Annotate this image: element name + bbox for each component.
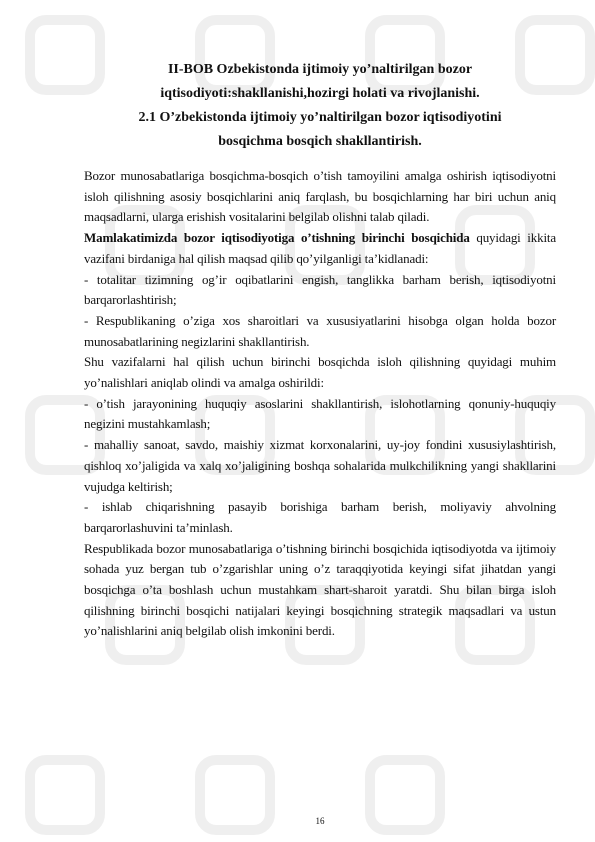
heading-line-1: II-BOB Ozbekistonda ijtimoiy yo’naltirilgan bozor bbox=[167, 62, 473, 77]
body-text bbox=[84, 166, 556, 642]
paragraph-6: - o’tish jarayonining huquqiy asoslarini shakllantirish, islohotlarning qonuniy-huquqiy negizini mustahkamlash; bbox=[84, 395, 556, 432]
paragraph-5: Shu vazifalarni hal qilish uchun birinchi bosqichda isloh qilishning quyidagi muhim yo’nalishlari aniqlab olindi va amalga oshirildi: bbox=[84, 354, 556, 391]
paragraph-7: - mahalliy sanoat, savdo, maishiy xizmat korxonalarini, uy-joy fondini xususiylashtirish, qishloq xo’jaligida va xalq xo’jaligining boshqa sohalarida mulkchilikning yangi shakllarini vujudga keltirish; bbox=[84, 437, 556, 494]
paragraph-2-bold: Mamlakatimizda bozor iqtisodiyotiga o’tishning birinchi bosqichida bbox=[84, 230, 470, 246]
paragraph-8: - ishlab chiqarishning pasayib borishiga barham berish, moliyaviy ahvolning barqarorlashuvini ta’minlash. bbox=[84, 499, 556, 535]
page-number: 16 bbox=[315, 816, 325, 826]
paragraph-1: Bozor munosabatlariga bosqichma-bosqich o’tish tamoyilini amalga oshirish iqtisodiyotni isloh qilishning asosiy bosqichlarini aniq farqlash, bu bosqichlarning har biri uchun aniq maqsadlarni, ularga erishish vositalarini belgilab olishni talab qiladi. bbox=[84, 168, 556, 225]
paragraph-2 bbox=[84, 228, 556, 269]
paragraph-3: - totalitar tizimning og’ir oqibatlarini engish, tanglikka barham berish, iqtisodiyotni barqarorlashtirish; bbox=[84, 271, 556, 308]
heading-line-4: bosqichma bosqich shakllantirish. bbox=[218, 134, 422, 149]
chapter-heading bbox=[84, 58, 556, 154]
paragraph-4: - Respublikaning o’ziga xos sharoitlari va xususiyatlarini hisobga olgan holda bozor munosabatlarining negizlarini shakllantirish. bbox=[84, 312, 556, 349]
heading-line-2: iqtisodiyoti:shakllanishi,hozirgi holati va rivojlanishi. bbox=[160, 86, 480, 101]
heading-line-3: 2.1 O’zbekistonda ijtimoiy yo’naltirilgan bozor iqtisodiyotini bbox=[138, 110, 502, 125]
paragraph-2-rest: quyidagi ikkita vazifani birdaniga hal qilish maqsad qilib qo’yilganligi ta’kidlanadi: bbox=[84, 230, 556, 266]
paragraph-9: Respublikada bozor munosabatlariga o’tishning birinchi bosqichida iqtisodiyotda va ijtimoiy sohada yuz bergan tub o’zgarishlar uning o’z taraqqiyotida keyingi sifat jihatdan yangi bosqichga o’ta boshlash uchun mustahkam shart-sharoit yaratdi. Shu bilan birga isloh qilishning birinchi bosqichi natijalari keyingi bosqichning strategik maqsadlari va ustun yo’nalishlarini aniq belgilab olish imkonini berdi. bbox=[84, 540, 556, 639]
